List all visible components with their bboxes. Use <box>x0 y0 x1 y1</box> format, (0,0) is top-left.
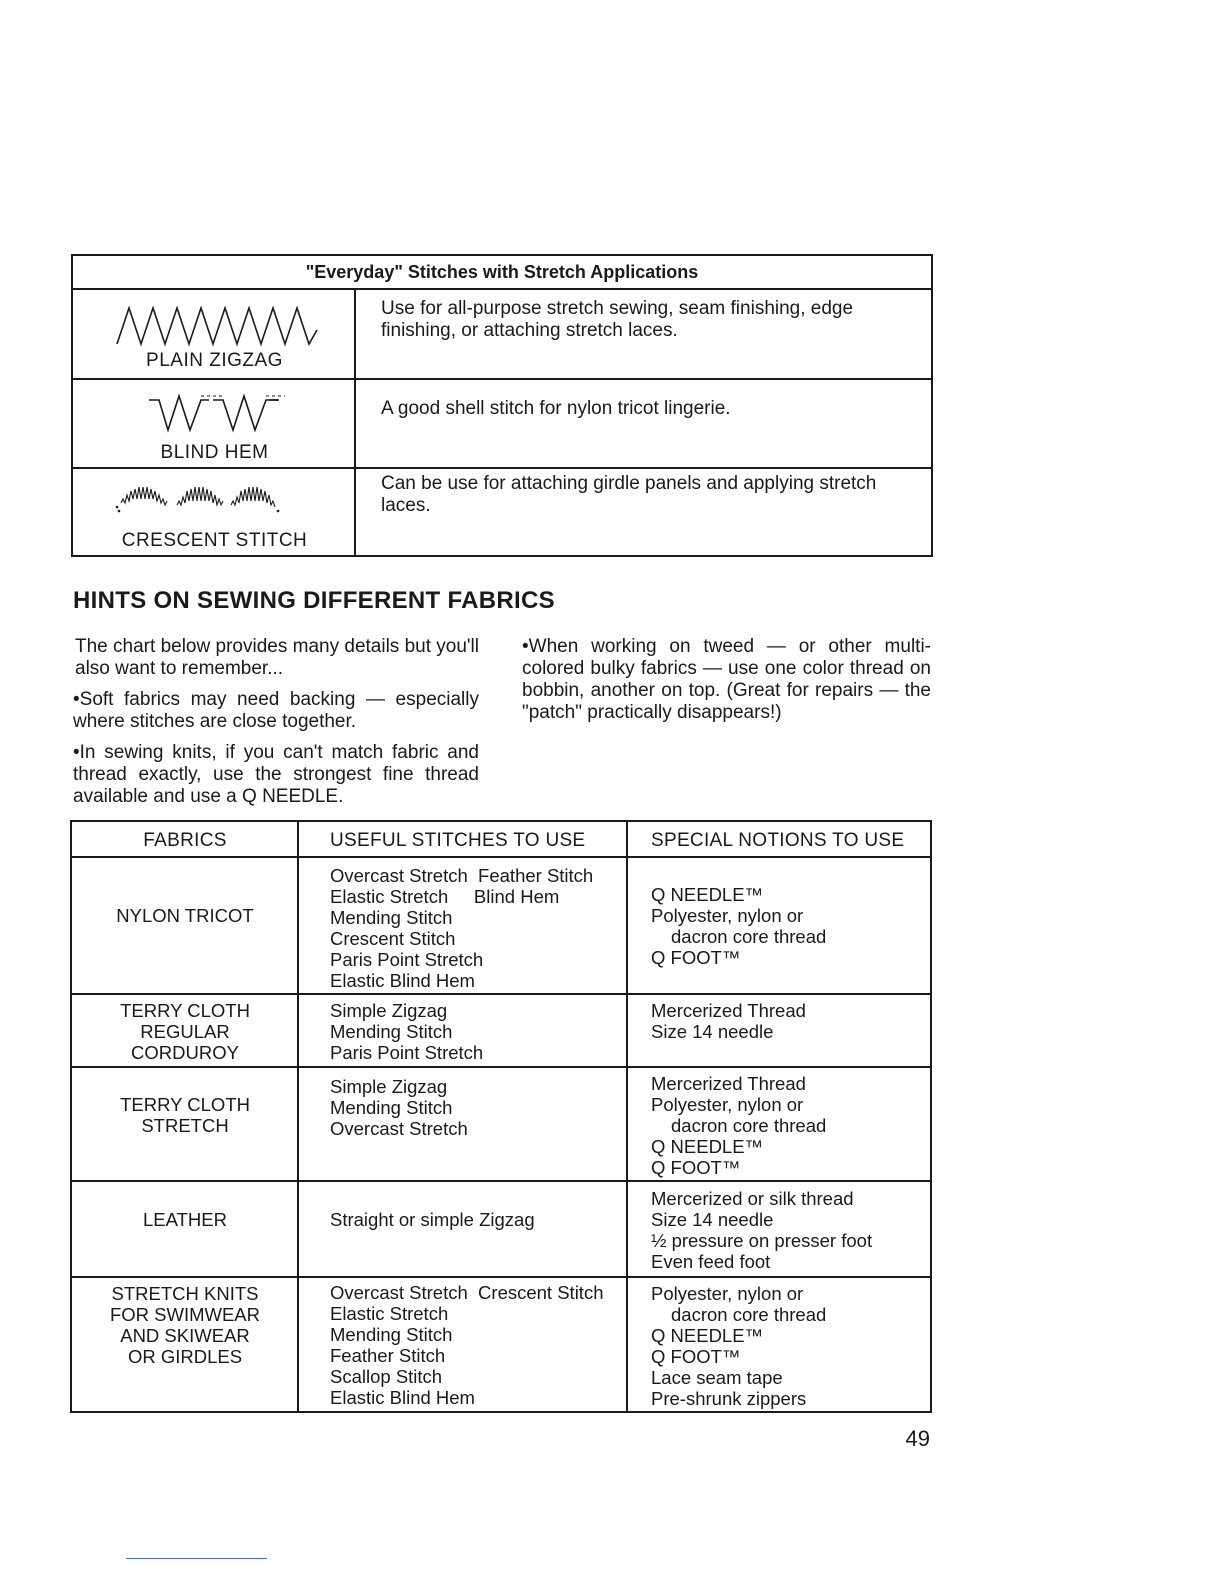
fabric-cell: NYLON TRICOT <box>116 905 254 926</box>
stitch-table <box>71 254 933 557</box>
hint-tweed: •When working on tweed — or other multi-colored bulky fabrics — use one color thread on bobbin, another on top. (Great for repairs — the "patch" practically disappears!) <box>522 636 931 723</box>
notions-cell: Mercerized or silk thread Size 14 needle ½ pressure on presser foot Even feed foot <box>651 1188 873 1272</box>
fabric-cell: TERRY CLOTH STRETCH <box>120 1094 250 1136</box>
blind-hem-icon <box>73 384 356 434</box>
notions-cell: Polyester, nylon or dacron core thread Q NEEDLE™ Q FOOT™ Lace seam tape Pre-shrunk zippers <box>651 1283 827 1409</box>
stitch-name: BLIND HEM <box>160 442 269 463</box>
plain-zigzag-icon <box>73 300 356 350</box>
stitch-row-plain-zigzag <box>73 290 931 380</box>
stitches-cell: Simple Zigzag Mending Stitch Overcast Stretch <box>330 1076 468 1139</box>
fabric-cell: LEATHER <box>143 1209 227 1230</box>
hints-heading: HINTS ON SEWING DIFFERENT FABRICS <box>73 587 555 614</box>
page-number: 49 <box>905 1426 930 1451</box>
stitches-cell: Overcast Stretch Feather Stitch Elastic Stretch Blind Hem Mending Stitch Crescent Stitch Paris Point Stretch Elastic Blind Hem <box>330 865 594 991</box>
stitch-row-blind-hem <box>73 380 931 469</box>
crescent-stitch-icon <box>73 473 356 523</box>
stitch-description: Use for all-purpose stretch sewing, seam finishing, edge finishing, or attaching stretch laces. <box>381 298 854 341</box>
notions-cell: Mercerized Thread Size 14 needle <box>651 1000 806 1042</box>
stitch-description: A good shell stitch for nylon tricot lingerie. <box>381 398 731 419</box>
notions-cell: Mercerized Thread Polyester, nylon or dacron core thread Q NEEDLE™ Q FOOT™ <box>651 1073 827 1178</box>
notions-cell: Q NEEDLE™ Polyester, nylon or dacron core thread Q FOOT™ <box>651 884 827 968</box>
footer-rule <box>126 1558 267 1559</box>
stitch-table-title: "Everyday" Stitches with Stretch Applications <box>73 256 931 290</box>
header-notions: SPECIAL NOTIONS TO USE <box>651 830 905 851</box>
fabric-cell: STRETCH KNITS FOR SWIMWEAR AND SKIWEAR OR GIRDLES <box>109 1283 261 1367</box>
stitches-cell: Simple Zigzag Mending Stitch Paris Point Stretch <box>330 1000 484 1063</box>
stitch-row-crescent <box>73 469 931 557</box>
stitch-name: PLAIN ZIGZAG <box>146 350 283 371</box>
hint-soft-fabrics: •Soft fabrics may need backing — especially where stitches are close together. <box>73 689 479 732</box>
fabric-table <box>70 820 932 1413</box>
stitches-cell: Overcast Stretch Crescent Stitch Elastic Stretch Mending Stitch Feather Stitch Scallop Stitch Elastic Blind Hem <box>330 1282 604 1408</box>
hint-intro: The chart below provides many details but you'll also want to remember... <box>75 636 479 679</box>
stitch-name: CRESCENT STITCH <box>121 530 308 551</box>
header-fabrics: FABRICS <box>143 830 227 851</box>
header-stitches: USEFUL STITCHES TO USE <box>330 830 586 851</box>
fabric-cell: TERRY CLOTH REGULAR CORDUROY <box>120 1000 250 1063</box>
hint-knits: •In sewing knits, if you can't match fabric and thread exactly, use the strongest fine thread available and use a Q NEEDLE. <box>73 742 479 807</box>
stitches-cell: Straight or simple Zigzag <box>330 1209 535 1230</box>
stitch-description: Can be use for attaching girdle panels and applying stretch laces. <box>381 473 877 516</box>
